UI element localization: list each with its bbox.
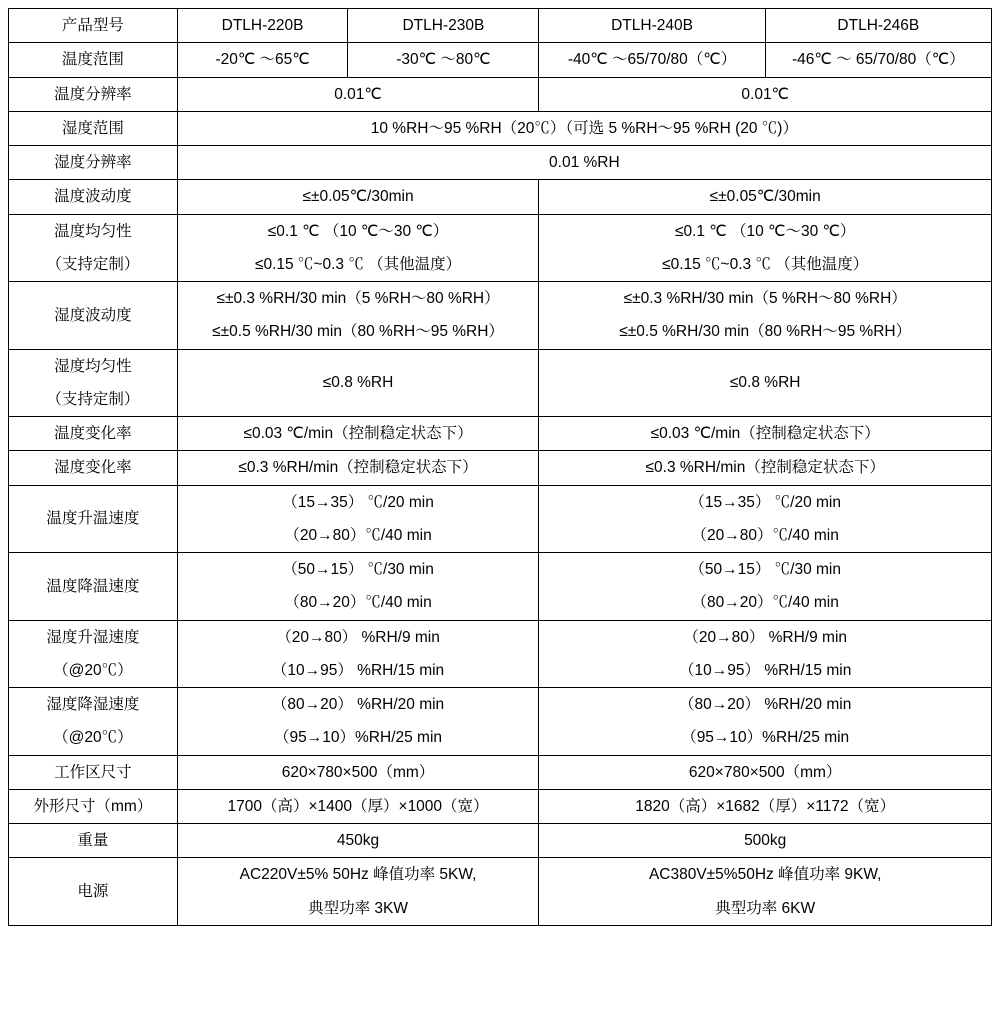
cell-line: AC380V±5%50Hz 峰值功率 9KW, xyxy=(648,866,882,884)
row-label-line: （@20℃） xyxy=(53,661,133,679)
cell-line: ≤0.8 %RH xyxy=(322,374,394,392)
table-row xyxy=(9,146,992,180)
table-cell xyxy=(539,214,992,282)
table-row xyxy=(9,789,992,823)
cell-line: ≤±0.3 %RH/30 min（5 %RH～80 %RH） xyxy=(623,290,907,307)
row-label xyxy=(9,620,178,688)
row-label-line: 温度分辨率 xyxy=(54,85,132,103)
cell-line: （20→80）℃/40 min xyxy=(691,526,839,544)
table-cell xyxy=(177,111,991,145)
cell-line: ≤0.03 ℃/min（控制稳定状态下） xyxy=(650,425,880,442)
row-label xyxy=(9,77,178,111)
table-cell xyxy=(177,214,539,282)
table-row xyxy=(9,43,992,77)
cell-line: ≤±0.5 %RH/30 min（80 %RH～95 %RH） xyxy=(212,323,504,341)
table-cell xyxy=(177,417,539,451)
cell-line: ≤±0.3 %RH/30 min（5 %RH～80 %RH） xyxy=(216,290,500,307)
cell-line: （10→95） %RH/15 min xyxy=(679,661,852,679)
row-label xyxy=(9,417,178,451)
table-cell xyxy=(177,620,539,688)
table-cell xyxy=(539,789,992,823)
table-cell xyxy=(765,9,991,43)
table-cell xyxy=(177,755,539,789)
cell-line: ≤0.3 %RH/min（控制稳定状态下） xyxy=(645,459,885,477)
row-label-line: 湿度均匀性 xyxy=(54,357,132,375)
row-label-line: （支持定制） xyxy=(46,255,140,273)
cell-line: （15→35） ℃/20 min xyxy=(282,493,434,511)
row-label xyxy=(9,451,178,485)
table-row xyxy=(9,214,992,282)
row-label xyxy=(9,282,178,350)
cell-line: （10→95） %RH/15 min xyxy=(271,661,445,679)
table-row xyxy=(9,620,992,688)
row-label xyxy=(9,824,178,858)
table-row xyxy=(9,485,992,553)
row-label xyxy=(9,553,178,621)
row-label xyxy=(9,789,178,823)
cell-line: （80→20） %RH/20 min xyxy=(679,696,852,713)
row-label-line: 湿度变化率 xyxy=(54,459,132,477)
cell-line: （20→80）℃/40 min xyxy=(284,526,432,544)
cell-line: 0.01℃ xyxy=(334,85,382,103)
row-label-line: 温度波动度 xyxy=(54,188,132,206)
table-cell xyxy=(539,620,992,688)
cell-line: ≤0.15 ℃~0.3 ℃ （其他温度） xyxy=(662,255,869,273)
table-cell xyxy=(539,824,992,858)
table-row xyxy=(9,688,992,756)
table-row xyxy=(9,282,992,350)
row-label-line: 温度范围 xyxy=(61,51,124,69)
row-label xyxy=(9,43,178,77)
table-cell xyxy=(539,349,992,417)
row-label-line: 湿度范围 xyxy=(61,119,124,137)
cell-line: （15→35） ℃/20 min xyxy=(689,493,841,511)
cell-line: （20→80） %RH/9 min xyxy=(276,628,440,646)
cell-line: （50→15） ℃/30 min xyxy=(689,561,841,578)
table-cell xyxy=(765,43,991,77)
cell-line: ≤0.3 %RH/min（控制稳定状态下） xyxy=(238,459,478,477)
table-row xyxy=(9,111,992,145)
table-cell xyxy=(177,282,539,350)
table-cell xyxy=(539,553,992,621)
table-cell xyxy=(539,77,992,111)
table-cell xyxy=(177,485,539,553)
row-label xyxy=(9,858,178,926)
table-cell xyxy=(539,688,992,756)
row-label-line: 温度降温速度 xyxy=(46,577,140,595)
table-row xyxy=(9,180,992,214)
cell-line: DTLH-230B xyxy=(402,17,485,34)
table-row xyxy=(9,349,992,417)
table-cell xyxy=(177,451,539,485)
table-row xyxy=(9,77,992,111)
specification-table xyxy=(8,8,992,926)
table-row xyxy=(9,553,992,621)
table-cell xyxy=(348,43,539,77)
table-cell xyxy=(539,755,992,789)
table-body xyxy=(9,9,992,926)
cell-line: （20→80） %RH/9 min xyxy=(683,628,848,646)
cell-line: （95→10）%RH/25 min xyxy=(681,729,850,747)
table-row xyxy=(9,417,992,451)
cell-line: -40℃ ～65/70/80（℃） xyxy=(567,51,737,69)
table-row xyxy=(9,755,992,789)
table-cell xyxy=(539,485,992,553)
cell-line: ≤0.8 %RH xyxy=(729,374,801,392)
table-cell xyxy=(539,858,992,926)
row-label-line: 工作区尺寸 xyxy=(54,763,132,781)
cell-line: 620×780×500（mm） xyxy=(688,763,842,781)
cell-line: DTLH-246B xyxy=(837,17,920,34)
cell-line: ≤±0.05℃/30min xyxy=(709,188,821,206)
table-row xyxy=(9,824,992,858)
row-label-line: 外形尺寸（mm） xyxy=(33,797,153,815)
table-row xyxy=(9,9,992,43)
cell-line: ≤0.03 ℃/min（控制稳定状态下） xyxy=(243,425,473,442)
row-label-line: 温度变化率 xyxy=(54,425,132,442)
row-label xyxy=(9,485,178,553)
table-cell xyxy=(177,789,539,823)
row-label xyxy=(9,180,178,214)
cell-line: 620×780×500（mm） xyxy=(281,763,435,781)
cell-line: （80→20） %RH/20 min xyxy=(271,696,445,713)
table-cell xyxy=(177,77,539,111)
row-label xyxy=(9,755,178,789)
table-cell xyxy=(177,146,991,180)
table-cell xyxy=(348,9,539,43)
table-cell xyxy=(539,180,992,214)
row-label-line: 湿度升湿速度 xyxy=(46,628,140,646)
row-label xyxy=(9,349,178,417)
cell-line: （95→10）%RH/25 min xyxy=(274,729,443,747)
table-cell xyxy=(539,43,765,77)
row-label-line: 湿度波动度 xyxy=(54,306,132,324)
cell-line: 10 %RH～95 %RH（20℃）（可选 5 %RH～95 %RH (20 ℃)） xyxy=(370,119,798,137)
cell-line: ≤0.15 ℃~0.3 ℃ （其他温度） xyxy=(254,255,462,273)
table-cell xyxy=(539,451,992,485)
cell-line: 典型功率 3KW xyxy=(308,899,408,917)
row-label-line: 电源 xyxy=(77,882,109,900)
cell-line: -20℃ ～65℃ xyxy=(215,51,310,69)
cell-line: ≤0.1 ℃ （10 ℃～30 ℃） xyxy=(267,222,449,240)
cell-line: ≤±0.5 %RH/30 min（80 %RH～95 %RH） xyxy=(619,323,912,341)
cell-line: 450kg xyxy=(336,832,380,849)
row-label xyxy=(9,111,178,145)
row-label-line: 产品型号 xyxy=(61,17,124,34)
cell-line: （80→20）℃/40 min xyxy=(691,594,839,612)
cell-line: 500kg xyxy=(744,832,787,849)
cell-line: 0.01 %RH xyxy=(549,154,620,171)
row-label-line: 湿度分辨率 xyxy=(54,154,132,171)
cell-line: 典型功率 6KW xyxy=(715,899,816,917)
table-cell xyxy=(177,180,539,214)
cell-line: -46℃ ～ 65/70/80（℃） xyxy=(792,51,965,69)
table-cell xyxy=(177,43,348,77)
cell-line: （50→15） ℃/30 min xyxy=(282,561,434,578)
row-label-line: （@20℃） xyxy=(53,729,133,747)
table-cell xyxy=(177,824,539,858)
cell-line: DTLH-240B xyxy=(611,17,693,34)
table-row xyxy=(9,451,992,485)
cell-line: （80→20）℃/40 min xyxy=(284,594,432,612)
row-label-line: 湿度降湿速度 xyxy=(46,696,140,713)
row-label-line: （支持定制） xyxy=(46,390,140,408)
row-label-line: 重量 xyxy=(77,832,109,849)
row-label-line: 温度均匀性 xyxy=(54,222,132,240)
cell-line: 0.01℃ xyxy=(741,85,789,103)
cell-line: 1700（高）×1400（厚）×1000（宽） xyxy=(227,797,489,815)
cell-line: AC220V±5% 50Hz 峰值功率 5KW, xyxy=(239,866,477,884)
cell-line: ≤±0.05℃/30min xyxy=(302,188,414,206)
table-cell xyxy=(177,858,539,926)
table-cell xyxy=(177,688,539,756)
table-row xyxy=(9,858,992,926)
table-cell xyxy=(177,553,539,621)
row-label xyxy=(9,146,178,180)
row-label xyxy=(9,688,178,756)
row-label xyxy=(9,214,178,282)
table-cell xyxy=(539,417,992,451)
cell-line: 1820（高）×1682（厚）×1172（宽） xyxy=(635,797,896,815)
table-cell xyxy=(177,349,539,417)
cell-line: -30℃ ～80℃ xyxy=(396,51,491,69)
table-cell xyxy=(539,282,992,350)
cell-line: ≤0.1 ℃ （10 ℃～30 ℃） xyxy=(674,222,856,240)
table-cell xyxy=(177,9,348,43)
table-cell xyxy=(539,9,765,43)
cell-line: DTLH-220B xyxy=(221,17,304,34)
row-label xyxy=(9,9,178,43)
row-label-line: 温度升温速度 xyxy=(46,510,140,528)
